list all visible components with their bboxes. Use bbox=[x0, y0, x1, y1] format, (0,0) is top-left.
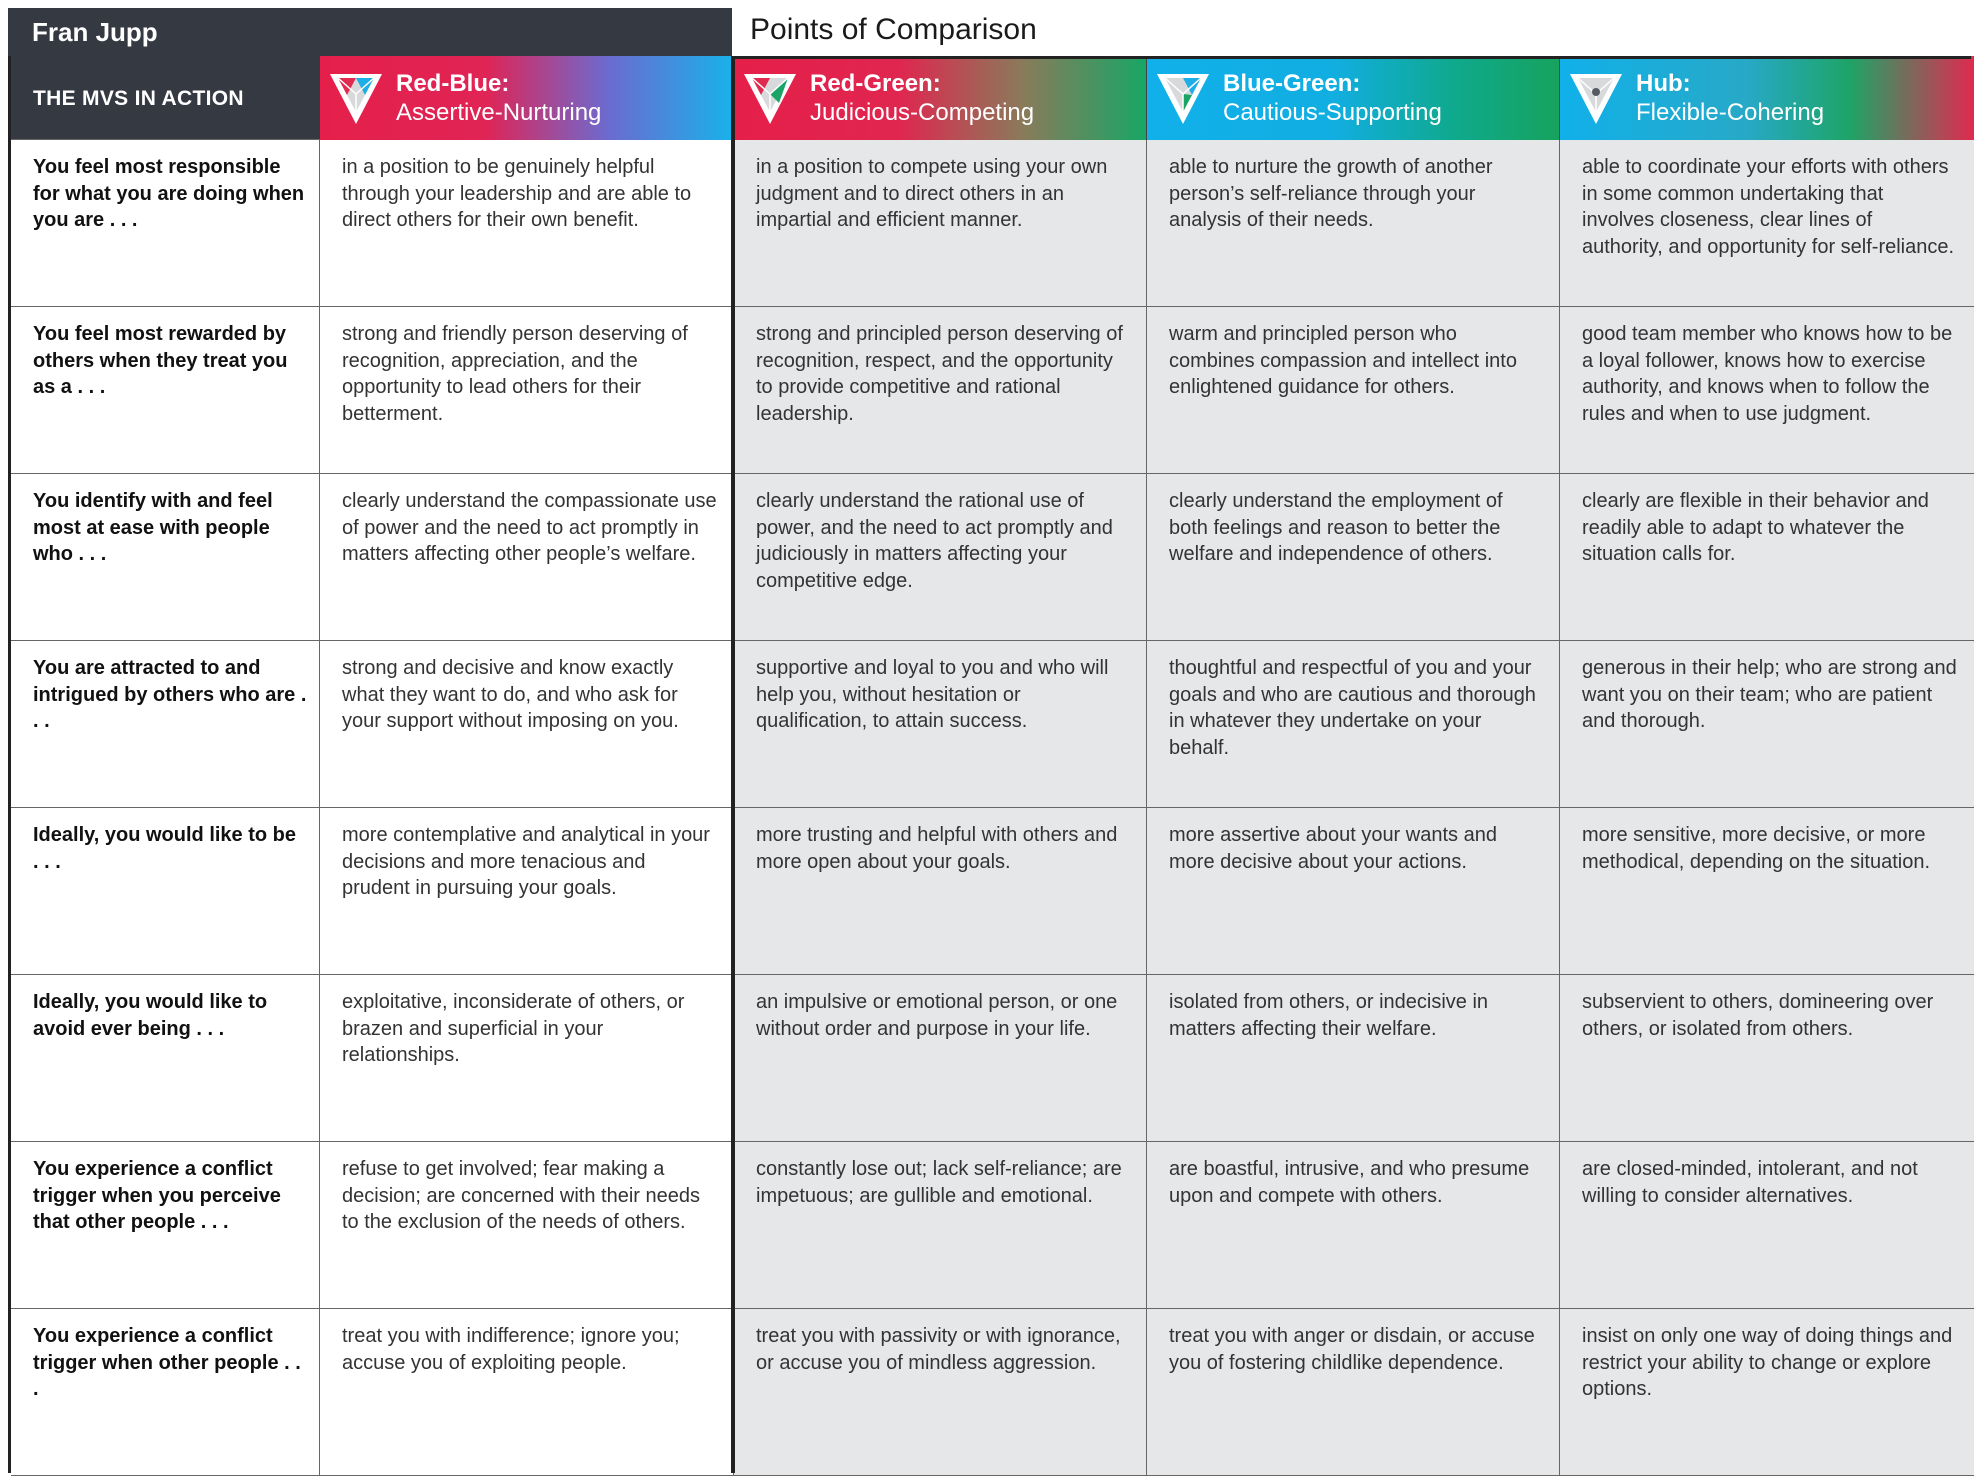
table-cell: more assertive about your wants and more decisive about your actions. bbox=[1147, 808, 1560, 975]
table-cell: more sensitive, more decisive, or more methodical, depending on the situation. bbox=[1560, 808, 1974, 975]
row-label: You identify with and feel most at ease with people who . . . bbox=[11, 474, 320, 641]
table-cell: supportive and loyal to you and who will help you, without hesitation or qualification, to attain success. bbox=[734, 641, 1147, 808]
table-cell: treat you with indifference; ignore you; accuse you of exploiting people. bbox=[320, 1309, 734, 1476]
table-cell: isolated from others, or indecisive in matters affecting their welfare. bbox=[1147, 975, 1560, 1142]
column-header-hub bbox=[1560, 56, 1974, 140]
column-title: Blue-Green: bbox=[1223, 70, 1361, 97]
column-header-red-blue bbox=[320, 56, 734, 140]
section-label: THE MVS IN ACTION bbox=[11, 56, 320, 140]
table-cell: able to coordinate your efforts with others in some common undertaking that involves closeness, clear lines of authority, and opportunity for self-reliance. bbox=[1560, 140, 1974, 307]
table-cell: in a position to compete using your own judgment and to direct others in an impartial and efficient manner. bbox=[734, 140, 1147, 307]
table-cell: clearly understand the employment of both feelings and reason to better the welfare and independence of others. bbox=[1147, 474, 1560, 641]
table-cell: subservient to others, domineering over others, or isolated from others. bbox=[1560, 975, 1974, 1142]
table-cell: more trusting and helpful with others and more open about your goals. bbox=[734, 808, 1147, 975]
table-cell: exploitative, inconsiderate of others, or brazen and superficial in your relationships. bbox=[320, 975, 734, 1142]
column-title: Hub: bbox=[1636, 70, 1691, 97]
table-cell: in a position to be genuinely helpful through your leadership and are able to direct others for their own benefit. bbox=[320, 140, 734, 307]
table-cell: constantly lose out; lack self-reliance; are impetuous; are gullible and emotional. bbox=[734, 1142, 1147, 1309]
row-label: You experience a conflict trigger when you perceive that other people . . . bbox=[11, 1142, 320, 1309]
column-subtitle: Flexible-Cohering bbox=[1636, 99, 1825, 126]
table-cell: strong and friendly person deserving of recognition, appreciation, and the opportunity to lead others for their betterment. bbox=[320, 307, 734, 474]
table-cell: clearly understand the rational use of power, and the need to act promptly and judiciously in matters affecting your competitive edge. bbox=[734, 474, 1147, 641]
table-cell: strong and decisive and know exactly what they want to do, and who ask for your support without imposing on you. bbox=[320, 641, 734, 808]
table-cell: more contemplative and analytical in your decisions and more tenacious and prudent in pursuing your goals. bbox=[320, 808, 734, 975]
table-cell: are boastful, intrusive, and who presume upon and compete with others. bbox=[1147, 1142, 1560, 1309]
column-title: Red-Green: bbox=[810, 70, 941, 97]
table-cell: an impulsive or emotional person, or one without order and purpose in your life. bbox=[734, 975, 1147, 1142]
row-label: Ideally, you would like to avoid ever being . . . bbox=[11, 975, 320, 1142]
table-cell: treat you with anger or disdain, or accuse you of fostering childlike dependence. bbox=[1147, 1309, 1560, 1476]
red-green-triangle-icon bbox=[740, 68, 800, 128]
hub-triangle-icon bbox=[1566, 68, 1626, 128]
table-cell: clearly are flexible in their behavior and readily able to adapt to whatever the situation calls for. bbox=[1560, 474, 1974, 641]
column-subtitle: Cautious-Supporting bbox=[1223, 99, 1442, 126]
table-cell: warm and principled person who combines compassion and intellect into enlightened guidance for others. bbox=[1147, 307, 1560, 474]
table-cell: generous in their help; who are strong and want you on their team; who are patient and thorough. bbox=[1560, 641, 1974, 808]
comparison-table bbox=[8, 56, 1971, 1473]
column-header-red-green bbox=[734, 56, 1147, 140]
row-label: You feel most responsible for what you are doing when you are . . . bbox=[11, 140, 320, 307]
person-name: Fran Jupp bbox=[8, 8, 732, 56]
row-label: You are attracted to and intrigued by others who are . . . bbox=[11, 641, 320, 808]
row-label: Ideally, you would like to be . . . bbox=[11, 808, 320, 975]
table-cell: are closed-minded, intolerant, and not willing to consider alternatives. bbox=[1560, 1142, 1974, 1309]
column-subtitle: Judicious-Competing bbox=[810, 99, 1035, 126]
table-cell: insist on only one way of doing things and restrict your ability to change or explore options. bbox=[1560, 1309, 1974, 1476]
blue-green-triangle-icon bbox=[1153, 68, 1213, 128]
column-title: Red-Blue: bbox=[396, 70, 510, 97]
table-cell: refuse to get involved; fear making a decision; are concerned with their needs to the exclusion of the needs of others. bbox=[320, 1142, 734, 1309]
column-header-blue-green bbox=[1147, 56, 1560, 140]
table-cell: able to nurture the growth of another person’s self-reliance through your analysis of their needs. bbox=[1147, 140, 1560, 307]
column-subtitle: Assertive-Nurturing bbox=[396, 99, 602, 126]
table-cell: treat you with passivity or with ignorance, or accuse you of mindless aggression. bbox=[734, 1309, 1147, 1476]
table-cell: strong and principled person deserving of recognition, respect, and the opportunity to provide competitive and rational leadership. bbox=[734, 307, 1147, 474]
row-label: You feel most rewarded by others when they treat you as a . . . bbox=[11, 307, 320, 474]
red-blue-triangle-icon bbox=[326, 68, 386, 128]
table-cell: thoughtful and respectful of you and your goals and who are cautious and thorough in whatever they undertake on your behalf. bbox=[1147, 641, 1560, 808]
row-label: You experience a conflict trigger when other people . . . bbox=[11, 1309, 320, 1476]
table-cell: clearly understand the compassionate use of power and the need to act promptly in matters affecting other people’s welfare. bbox=[320, 474, 734, 641]
points-of-comparison-title: Points of Comparison bbox=[750, 13, 1037, 46]
table-cell: good team member who knows how to be a loyal follower, knows how to exercise authority, and knows when to follow the rules and when to use judgment. bbox=[1560, 307, 1974, 474]
